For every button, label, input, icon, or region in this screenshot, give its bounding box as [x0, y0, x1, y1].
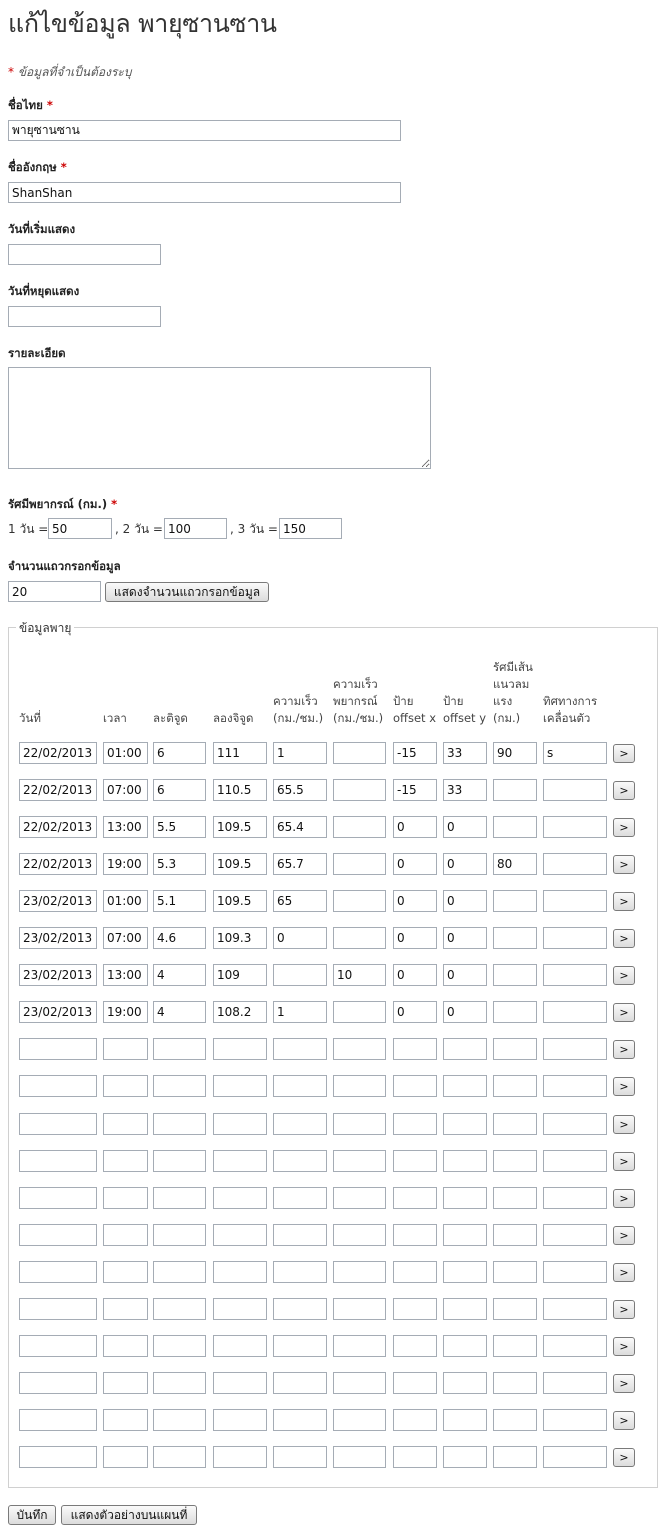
cell-time-input[interactable]: [103, 1261, 148, 1283]
cell-date-input[interactable]: [19, 1298, 97, 1320]
cell-longitude-input[interactable]: [213, 1298, 267, 1320]
cell-date-input[interactable]: [19, 1001, 97, 1023]
cell-wind-radius-input[interactable]: [493, 853, 537, 875]
cell-label-offset-x-input[interactable]: [393, 927, 437, 949]
cell-wind-radius-input[interactable]: [493, 816, 537, 838]
required-note: [8, 63, 131, 82]
cell-label-offset-x-input[interactable]: [393, 1113, 437, 1135]
cell-longitude-input[interactable]: [213, 890, 267, 912]
column-header-direction: [543, 693, 597, 727]
column-header-line: ละติจูด: [153, 711, 188, 725]
cell-speed-input[interactable]: [273, 1001, 327, 1023]
cell-speed-input[interactable]: [273, 1113, 327, 1135]
cell-direction-input[interactable]: [543, 890, 607, 912]
cell-date-input[interactable]: [19, 1150, 97, 1172]
column-header-line: offset x: [393, 711, 436, 725]
cell-date-input[interactable]: [19, 1187, 97, 1209]
cell-latitude-input[interactable]: [153, 890, 206, 912]
cell-latitude-input[interactable]: [153, 1187, 206, 1209]
cell-label-offset-x-input[interactable]: [393, 1001, 437, 1023]
row-count-input[interactable]: [8, 581, 101, 602]
cell-speed-input[interactable]: [273, 1224, 327, 1246]
cell-forecast-speed-input[interactable]: [333, 779, 386, 801]
cell-latitude-input[interactable]: [153, 1261, 206, 1283]
cell-label-offset-x-input[interactable]: [393, 816, 437, 838]
column-header-wind-radius: [493, 659, 533, 727]
cell-date-input[interactable]: [19, 927, 97, 949]
cell-forecast-speed-input[interactable]: [333, 1335, 386, 1357]
cell-date-input[interactable]: [19, 779, 97, 801]
cell-forecast-speed-input[interactable]: [333, 853, 386, 875]
cell-label-offset-x-input[interactable]: [393, 742, 437, 764]
cell-time-input[interactable]: [103, 853, 148, 875]
cell-wind-radius-input[interactable]: [493, 1446, 537, 1468]
cell-direction-input[interactable]: [543, 1298, 607, 1320]
cell-longitude-input[interactable]: [213, 1001, 267, 1023]
cell-label-offset-y-input[interactable]: [443, 890, 487, 912]
cell-time-input[interactable]: [103, 1224, 148, 1246]
row-go-button[interactable]: >: [613, 1189, 635, 1208]
cell-label-offset-y-input[interactable]: [443, 1075, 487, 1097]
row-go-button[interactable]: >: [613, 1263, 635, 1282]
row-go-button[interactable]: >: [613, 855, 635, 874]
radius-day1-input[interactable]: [48, 518, 112, 539]
cell-direction-input[interactable]: [543, 1113, 607, 1135]
cell-longitude-input[interactable]: [213, 1335, 267, 1357]
cell-date-input[interactable]: [19, 1113, 97, 1135]
cell-wind-radius-input[interactable]: [493, 890, 537, 912]
cell-forecast-speed-input[interactable]: [333, 1224, 386, 1246]
cell-label-offset-x-input[interactable]: [393, 853, 437, 875]
cell-speed-input[interactable]: [273, 927, 327, 949]
row-go-button[interactable]: >: [613, 1003, 635, 1022]
cell-latitude-input[interactable]: [153, 1113, 206, 1135]
cell-wind-radius-input[interactable]: [493, 1409, 537, 1431]
cell-speed-input[interactable]: [273, 853, 327, 875]
cell-speed-input[interactable]: [273, 1409, 327, 1431]
column-header-line: วันที่: [19, 711, 41, 725]
cell-direction-input[interactable]: [543, 853, 607, 875]
cell-label-offset-y-input[interactable]: [443, 1150, 487, 1172]
cell-longitude-input[interactable]: [213, 742, 267, 764]
cell-forecast-speed-input[interactable]: [333, 1113, 386, 1135]
cell-forecast-speed-input[interactable]: [333, 1409, 386, 1431]
cell-time-input[interactable]: [103, 890, 148, 912]
name-en-label-text: ชื่ออังกฤษ: [8, 160, 57, 174]
cell-time-input[interactable]: [103, 1001, 148, 1023]
cell-label-offset-y-input[interactable]: [443, 1261, 487, 1283]
cell-speed-input[interactable]: [273, 1298, 327, 1320]
cell-time-input[interactable]: [103, 779, 148, 801]
cell-date-input[interactable]: [19, 816, 97, 838]
column-header-speed: [273, 693, 323, 727]
required-star: *: [60, 160, 67, 174]
cell-time-input[interactable]: [103, 1187, 148, 1209]
column-header-line: แนวลม: [493, 677, 530, 691]
cell-longitude-input[interactable]: [213, 1261, 267, 1283]
cell-forecast-speed-input[interactable]: [333, 816, 386, 838]
cell-speed-input[interactable]: [273, 1187, 327, 1209]
cell-direction-input[interactable]: [543, 1075, 607, 1097]
cell-direction-input[interactable]: [543, 1150, 607, 1172]
cell-speed-input[interactable]: [273, 1446, 327, 1468]
column-header-longitude: [213, 710, 254, 727]
start-date-input[interactable]: [8, 244, 161, 265]
column-header-line: (กม./ชม.): [333, 711, 384, 725]
cell-forecast-speed-input[interactable]: [333, 1446, 386, 1468]
row-go-button[interactable]: >: [613, 1115, 635, 1134]
cell-time-input[interactable]: [103, 816, 148, 838]
column-header-line: (กม.): [493, 711, 521, 725]
cell-label-offset-y-input[interactable]: [443, 1224, 487, 1246]
radius-day1-label: 1 วัน =: [8, 522, 49, 536]
cell-label-offset-y-input[interactable]: [443, 927, 487, 949]
cell-longitude-input[interactable]: [213, 927, 267, 949]
required-star: *: [8, 65, 14, 79]
cell-latitude-input[interactable]: [153, 1038, 206, 1060]
cell-direction-input[interactable]: [543, 1446, 607, 1468]
cell-label-offset-y-input[interactable]: [443, 742, 487, 764]
cell-label-offset-x-input[interactable]: [393, 1261, 437, 1283]
cell-latitude-input[interactable]: [153, 1150, 206, 1172]
cell-latitude-input[interactable]: [153, 1446, 206, 1468]
end-date-label: วันที่หยุดแสดง: [8, 284, 80, 298]
cell-latitude-input[interactable]: [153, 1409, 206, 1431]
cell-date-input[interactable]: [19, 1335, 97, 1357]
cell-wind-radius-input[interactable]: [493, 1224, 537, 1246]
cell-speed-input[interactable]: [273, 1335, 327, 1357]
cell-label-offset-x-input[interactable]: [393, 1409, 437, 1431]
cell-wind-radius-input[interactable]: [493, 1038, 537, 1060]
cell-label-offset-y-input[interactable]: [443, 1298, 487, 1320]
cell-direction-input[interactable]: [543, 1372, 607, 1394]
cell-speed-input[interactable]: [273, 1038, 327, 1060]
cell-latitude-input[interactable]: [153, 853, 206, 875]
cell-time-input[interactable]: [103, 1113, 148, 1135]
cell-label-offset-y-input[interactable]: [443, 1187, 487, 1209]
cell-longitude-input[interactable]: [213, 1075, 267, 1097]
cell-date-input[interactable]: [19, 1409, 97, 1431]
column-header-line: รัศมีเส้น: [493, 660, 533, 674]
cell-time-input[interactable]: [103, 1446, 148, 1468]
cell-direction-input[interactable]: [543, 816, 607, 838]
cell-direction-input[interactable]: [543, 927, 607, 949]
cell-speed-input[interactable]: [273, 964, 327, 986]
radius-day2-label: , 2 วัน =: [115, 522, 163, 536]
name-th-label-text: ชื่อไทย: [8, 98, 43, 112]
cell-wind-radius-input[interactable]: [493, 1261, 537, 1283]
cell-date-input[interactable]: [19, 1224, 97, 1246]
column-header-line: ลองจิจูด: [213, 711, 254, 725]
cell-label-offset-x-input[interactable]: [393, 890, 437, 912]
cell-latitude-input[interactable]: [153, 816, 206, 838]
cell-forecast-speed-input[interactable]: [333, 1372, 386, 1394]
cell-forecast-speed-input[interactable]: [333, 1298, 386, 1320]
cell-label-offset-x-input[interactable]: [393, 779, 437, 801]
column-header-line: แรง: [493, 694, 513, 708]
end-date-input[interactable]: [8, 306, 161, 327]
row-go-button[interactable]: >: [613, 929, 635, 948]
column-header-line: เคลื่อนตัว: [543, 711, 591, 725]
cell-label-offset-x-input[interactable]: [393, 1372, 437, 1394]
cell-wind-radius-input[interactable]: [493, 1335, 537, 1357]
cell-time-input[interactable]: [103, 1298, 148, 1320]
cell-forecast-speed-input[interactable]: [333, 1038, 386, 1060]
cell-direction-input[interactable]: [543, 1224, 607, 1246]
column-header-line: ป้าย: [443, 694, 464, 708]
cell-date-input[interactable]: [19, 1446, 97, 1468]
radius-day3-input[interactable]: [279, 518, 342, 539]
cell-forecast-speed-input[interactable]: [333, 1187, 386, 1209]
cell-direction-input[interactable]: [543, 1001, 607, 1023]
cell-latitude-input[interactable]: [153, 1075, 206, 1097]
cell-forecast-speed-input[interactable]: [333, 927, 386, 949]
show-rows-button[interactable]: แสดงจำนวนแถวกรอกข้อมูล: [105, 582, 269, 602]
radius-day2-input[interactable]: [164, 518, 227, 539]
row-go-button[interactable]: >: [613, 1448, 635, 1467]
cell-forecast-speed-input[interactable]: [333, 890, 386, 912]
cell-direction-input[interactable]: [543, 1335, 607, 1357]
cell-wind-radius-input[interactable]: [493, 742, 537, 764]
row-go-button[interactable]: >: [613, 966, 635, 985]
cell-date-input[interactable]: [19, 1261, 97, 1283]
cell-longitude-input[interactable]: [213, 1446, 267, 1468]
cell-latitude-input[interactable]: [153, 1335, 206, 1357]
cell-label-offset-y-input[interactable]: [443, 964, 487, 986]
cell-label-offset-x-input[interactable]: [393, 964, 437, 986]
cell-wind-radius-input[interactable]: [493, 964, 537, 986]
cell-speed-input[interactable]: [273, 779, 327, 801]
name-th-input[interactable]: [8, 120, 401, 141]
cell-label-offset-x-input[interactable]: [393, 1224, 437, 1246]
cell-date-input[interactable]: [19, 1038, 97, 1060]
cell-date-input[interactable]: [19, 742, 97, 764]
row-go-button[interactable]: >: [613, 781, 635, 800]
column-header-forecast-speed: [333, 676, 383, 727]
cell-label-offset-x-input[interactable]: [393, 1335, 437, 1357]
column-header-line: ป้าย: [393, 694, 414, 708]
cell-label-offset-x-input[interactable]: [393, 1038, 437, 1060]
name-th-label: [8, 97, 53, 115]
cell-latitude-input[interactable]: [153, 779, 206, 801]
cell-direction-input[interactable]: [543, 742, 607, 764]
cell-longitude-input[interactable]: [213, 1409, 267, 1431]
cell-longitude-input[interactable]: [213, 853, 267, 875]
column-header-time: [103, 710, 127, 727]
column-header-date: [19, 710, 41, 727]
cell-forecast-speed-input[interactable]: [333, 1150, 386, 1172]
cell-time-input[interactable]: [103, 1038, 148, 1060]
cell-longitude-input[interactable]: [213, 964, 267, 986]
row-go-button[interactable]: >: [613, 1077, 635, 1096]
cell-label-offset-y-input[interactable]: [443, 779, 487, 801]
cell-time-input[interactable]: [103, 964, 148, 986]
required-star: *: [111, 497, 118, 511]
column-header-line: offset y: [443, 711, 486, 725]
cell-forecast-speed-input[interactable]: [333, 1001, 386, 1023]
cell-longitude-input[interactable]: [213, 1224, 267, 1246]
cell-longitude-input[interactable]: [213, 1150, 267, 1172]
radius-label-text: รัศมีพยากรณ์ (กม.): [8, 497, 108, 511]
cell-label-offset-x-input[interactable]: [393, 1298, 437, 1320]
cell-longitude-input[interactable]: [213, 1372, 267, 1394]
cell-date-input[interactable]: [19, 853, 97, 875]
details-label: รายละเอียด: [8, 346, 66, 360]
row-go-button[interactable]: >: [613, 1040, 635, 1059]
cell-latitude-input[interactable]: [153, 1372, 206, 1394]
cell-time-input[interactable]: [103, 1150, 148, 1172]
cell-speed-input[interactable]: [273, 1150, 327, 1172]
cell-direction-input[interactable]: [543, 964, 607, 986]
cell-speed-input[interactable]: [273, 890, 327, 912]
cell-wind-radius-input[interactable]: [493, 1298, 537, 1320]
column-header-line: ความเร็ว: [273, 694, 318, 708]
row-go-button[interactable]: >: [613, 1152, 635, 1171]
required-star: *: [46, 98, 53, 112]
cell-time-input[interactable]: [103, 927, 148, 949]
cell-label-offset-y-input[interactable]: [443, 1409, 487, 1431]
column-header-line: ความเร็ว: [333, 677, 378, 691]
cell-time-input[interactable]: [103, 1335, 148, 1357]
cell-wind-radius-input[interactable]: [493, 1187, 537, 1209]
cell-label-offset-x-input[interactable]: [393, 1150, 437, 1172]
cell-longitude-input[interactable]: [213, 816, 267, 838]
cell-label-offset-y-input[interactable]: [443, 1335, 487, 1357]
column-header-label-offset-x: [393, 693, 436, 727]
cell-forecast-speed-input[interactable]: [333, 1261, 386, 1283]
cell-latitude-input[interactable]: [153, 964, 206, 986]
cell-label-offset-x-input[interactable]: [393, 1075, 437, 1097]
storm-data-legend: ข้อมูลพายุ: [16, 619, 74, 638]
radius-label: [8, 496, 117, 514]
cell-label-offset-x-input[interactable]: [393, 1446, 437, 1468]
row-go-button[interactable]: >: [613, 1300, 635, 1319]
cell-time-input[interactable]: [103, 1372, 148, 1394]
column-header-label-offset-y: [443, 693, 486, 727]
cell-speed-input[interactable]: [273, 1075, 327, 1097]
cell-wind-radius-input[interactable]: [493, 1372, 537, 1394]
column-header-latitude: [153, 710, 188, 727]
cell-forecast-speed-input[interactable]: [333, 1075, 386, 1097]
cell-date-input[interactable]: [19, 890, 97, 912]
cell-wind-radius-input[interactable]: [493, 779, 537, 801]
cell-longitude-input[interactable]: [213, 779, 267, 801]
cell-label-offset-y-input[interactable]: [443, 816, 487, 838]
cell-latitude-input[interactable]: [153, 742, 206, 764]
cell-speed-input[interactable]: [273, 816, 327, 838]
cell-label-offset-y-input[interactable]: [443, 1372, 487, 1394]
row-go-button[interactable]: >: [613, 1337, 635, 1356]
row-go-button[interactable]: >: [613, 1226, 635, 1245]
cell-wind-radius-input[interactable]: [493, 1150, 537, 1172]
row-go-button[interactable]: >: [613, 744, 635, 763]
cell-date-input[interactable]: [19, 964, 97, 986]
cell-label-offset-y-input[interactable]: [443, 1038, 487, 1060]
page-title: แก้ไขข้อมูล พายุซานซาน: [8, 9, 277, 38]
row-go-button[interactable]: >: [613, 1374, 635, 1393]
details-textarea[interactable]: [8, 367, 431, 469]
row-go-button[interactable]: >: [613, 818, 635, 837]
save-button[interactable]: บันทึก: [8, 1505, 56, 1525]
cell-direction-input[interactable]: [543, 779, 607, 801]
cell-label-offset-y-input[interactable]: [443, 853, 487, 875]
cell-direction-input[interactable]: [543, 1187, 607, 1209]
cell-time-input[interactable]: [103, 742, 148, 764]
cell-speed-input[interactable]: [273, 1372, 327, 1394]
cell-date-input[interactable]: [19, 1075, 97, 1097]
cell-speed-input[interactable]: [273, 1261, 327, 1283]
cell-label-offset-y-input[interactable]: [443, 1446, 487, 1468]
name-en-input[interactable]: [8, 182, 401, 203]
cell-longitude-input[interactable]: [213, 1113, 267, 1135]
start-date-label: วันที่เริ่มแสดง: [8, 222, 76, 236]
cell-wind-radius-input[interactable]: [493, 927, 537, 949]
cell-label-offset-x-input[interactable]: [393, 1187, 437, 1209]
cell-direction-input[interactable]: [543, 1409, 607, 1431]
cell-longitude-input[interactable]: [213, 1187, 267, 1209]
row-count-label: จำนวนแถวกรอกข้อมูล: [8, 559, 121, 573]
cell-latitude-input[interactable]: [153, 1001, 206, 1023]
cell-date-input[interactable]: [19, 1372, 97, 1394]
cell-latitude-input[interactable]: [153, 1224, 206, 1246]
cell-label-offset-y-input[interactable]: [443, 1001, 487, 1023]
cell-forecast-speed-input[interactable]: [333, 742, 386, 764]
radius-day3-label: , 3 วัน =: [230, 522, 278, 536]
name-en-label: [8, 159, 67, 177]
required-note-text: ข้อมูลที่จำเป็นต้องระบุ: [17, 65, 132, 79]
column-header-line: พยากรณ์: [333, 694, 378, 708]
cell-direction-input[interactable]: [543, 1261, 607, 1283]
cell-longitude-input[interactable]: [213, 1038, 267, 1060]
show-on-map-button[interactable]: แสดงตัวอย่างบนแผนที่: [61, 1505, 197, 1525]
row-go-button[interactable]: >: [613, 892, 635, 911]
column-header-line: เวลา: [103, 711, 127, 725]
cell-label-offset-y-input[interactable]: [443, 1113, 487, 1135]
cell-time-input[interactable]: [103, 1409, 148, 1431]
cell-time-input[interactable]: [103, 1075, 148, 1097]
column-header-line: ทิศทางการ: [543, 694, 598, 708]
cell-latitude-input[interactable]: [153, 927, 206, 949]
column-header-line: (กม./ชม.): [273, 711, 324, 725]
cell-direction-input[interactable]: [543, 1038, 607, 1060]
cell-latitude-input[interactable]: [153, 1298, 206, 1320]
cell-wind-radius-input[interactable]: [493, 1001, 537, 1023]
cell-wind-radius-input[interactable]: [493, 1113, 537, 1135]
cell-wind-radius-input[interactable]: [493, 1075, 537, 1097]
cell-forecast-speed-input[interactable]: [333, 964, 386, 986]
row-go-button[interactable]: >: [613, 1411, 635, 1430]
cell-speed-input[interactable]: [273, 742, 327, 764]
